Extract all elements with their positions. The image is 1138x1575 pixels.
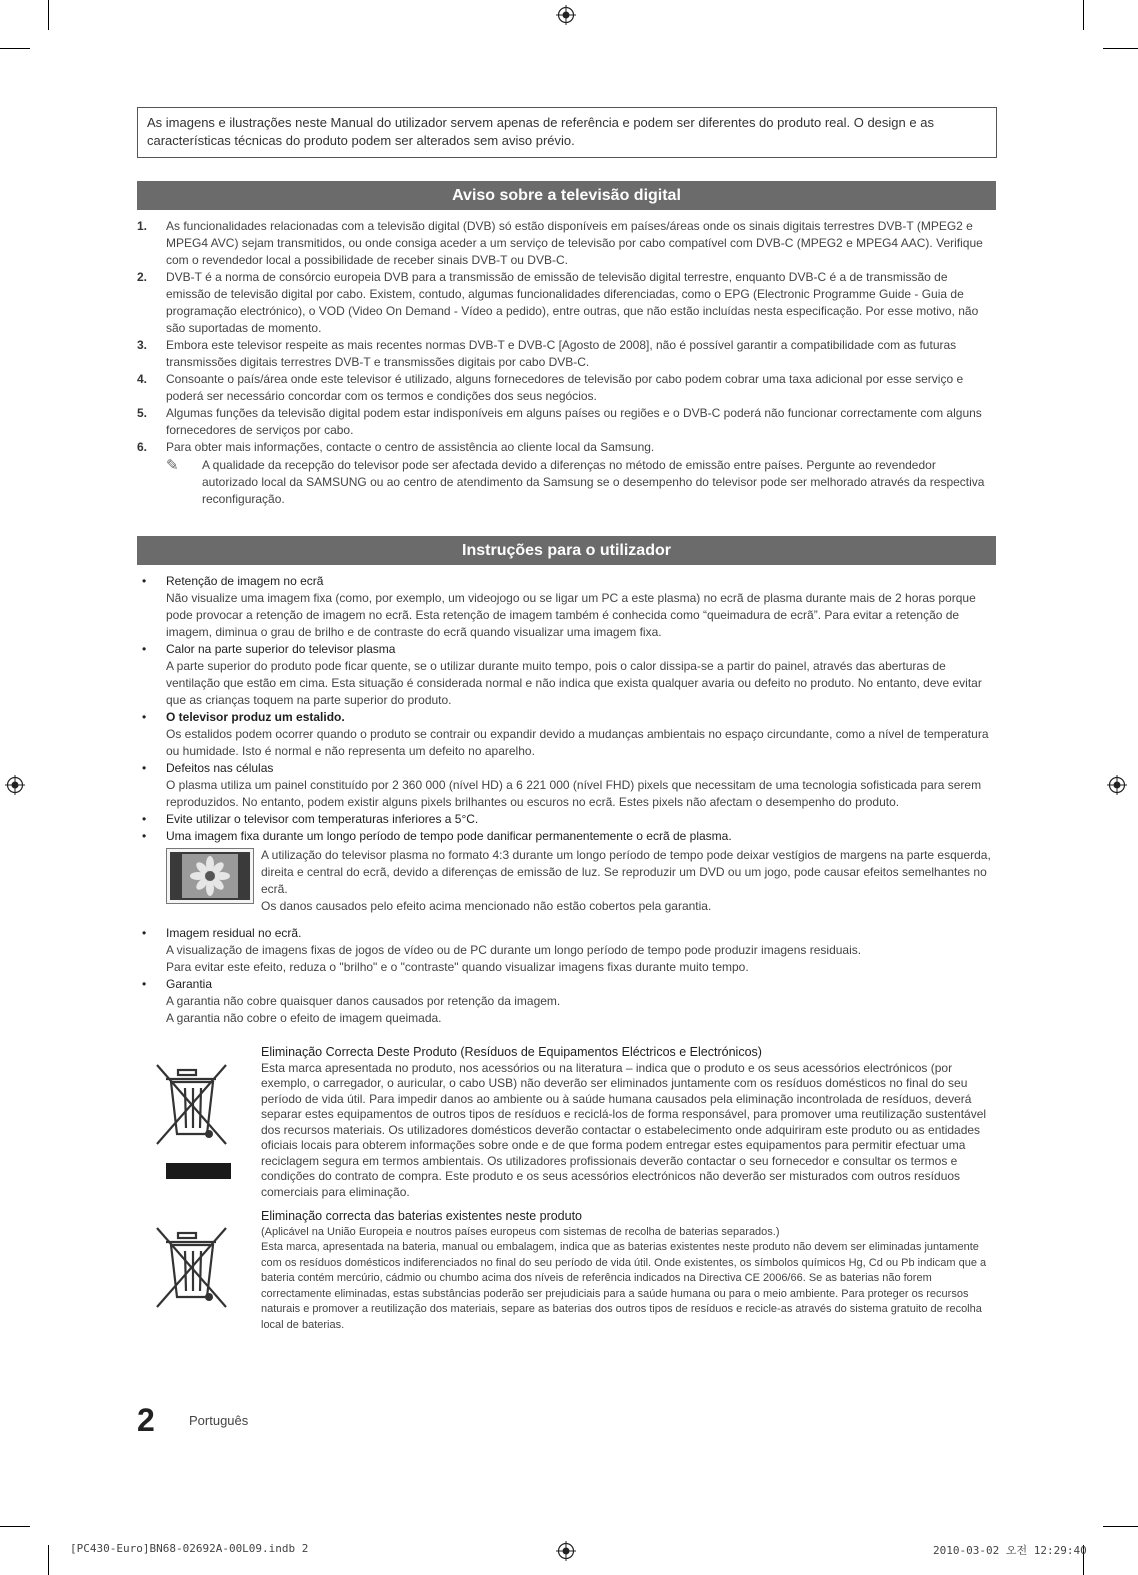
item-number: 4.	[137, 372, 148, 386]
item-title: Uma imagem fixa durante um longo período de tempo pode danificar permanentemente o ecrã de plasma.	[166, 829, 732, 843]
item-number: 6.	[137, 440, 148, 454]
crop-mark	[48, 1545, 49, 1575]
section-header-user-instructions: Instruções para o utilizador	[137, 536, 996, 565]
list-item	[137, 371, 992, 405]
image-note-text: Os danos causados pelo efeito acima mencionado não estão cobertos pela garantia.	[261, 899, 712, 913]
item-number: 2.	[137, 270, 148, 284]
list-item	[137, 405, 992, 439]
item-title: Retenção de imagem no ecrã	[166, 574, 324, 588]
registration-mark-icon	[1107, 775, 1127, 795]
bullet: •	[142, 926, 147, 940]
crop-mark	[1083, 0, 1084, 30]
section-header-digital-tv: Aviso sobre a televisão digital	[137, 181, 996, 210]
item-number: 3.	[137, 338, 148, 352]
list-item	[137, 709, 992, 760]
crop-mark	[0, 48, 30, 49]
list-item	[137, 439, 992, 456]
item-text: Embora este televisor respeite as mais recentes normas DVB-T e DVB-C [Agosto de 2008], não é possível garantir a compatibilidade com as futuras transmissões digitais terrestres DVB-T e transmissões digitais por cabo DVB-C.	[166, 338, 957, 369]
item-title: Imagem residual no ecrã.	[166, 926, 302, 940]
item-title: Evite utilizar o televisor com temperaturas inferiores a 5°C.	[166, 812, 479, 826]
crossed-bin-icon	[152, 1062, 234, 1182]
list-item	[137, 573, 992, 641]
crop-mark	[48, 0, 49, 30]
weee-title: Eliminação Correcta Deste Produto (Resíduos de Equipamentos Eléctricos e Electrónicos)	[261, 1045, 762, 1059]
list-item	[137, 218, 992, 269]
list-item	[137, 269, 992, 337]
disclaimer-box: As imagens e ilustrações neste Manual do utilizador servem apenas de referência e podem ser diferentes do produto real. O design e as características técnicas do produto podem ser alterados sem aviso prévio.	[137, 107, 997, 158]
image-note-text: A utilização do televisor plasma no formato 4:3 durante um longo período de tempo pode deixar vestígios de margens na parte esquerda, direita e central do ecrã, devido a diferenças de emissão de luz. Se reproduzir um DVD ou um jogo, pode causar efeitos semelhantes no ecrã.	[261, 848, 991, 896]
note	[137, 457, 992, 508]
note-text: A qualidade da recepção do televisor pode ser afectada devido a diferenças no método de emissão entre países. Pergunte ao revendedor autorizado local da SAMSUNG ou ao centro de atendimento da Samsung se o desempenho do televisor pode ser melhorado através da respectiva reconfiguração.	[202, 458, 985, 506]
item-text: Para obter mais informações, contacte o centro de assistência ao cliente local da Samsung.	[166, 440, 655, 454]
crossed-bin-icon	[152, 1225, 234, 1317]
battery-subtitle: (Aplicável na União Europeia e noutros países europeus com sistemas de recolha de baterias separados.)	[261, 1225, 780, 1238]
crop-mark	[1103, 48, 1138, 49]
item-body: A parte superior do produto pode ficar quente, se o utilizar durante muito tempo, pois o calor dissipa-se a partir do painel, através das aberturas de ventilação que estão em cima. Esta situação é considerada normal e não indica que exista qualquer avaria ou defeito no produto. No entanto, deve evitar que as crianças toquem na parte superior do produto.	[166, 659, 982, 707]
battery-body: Esta marca, apresentada na bateria, manual ou embalagem, indica que as baterias existentes neste produto não devem ser eliminadas juntamente com os resíduos domésticos indiferenciados no final do seu período de vida útil. Onde existentes, os símbolos químicos Hg, Cd ou Pb indicam que a bateria contém mercúrio, cádmio ou chumbo acima dos níveis de referência indicados na Directiva CE 2006/66. Se as baterias não forem correctamente eliminadas, estas substâncias poderão ser prejudiciais para a saúde humana ou para o meio ambiente. Para proteger os recursos naturais e promover a reutilização dos materiais, separe as baterias dos outros tipos de resíduos e recicle-as através do sistema gratuito de recolha local de baterias.	[261, 1241, 987, 1331]
pencil-note-icon: ✎	[166, 457, 179, 474]
tv-image-note	[166, 847, 992, 915]
item-text: Algumas funções da televisão digital podem estar indisponíveis em alguns países ou regiões e o DVB-C poderá não funcionar correctamente com alguns fornecedores de serviços por cabo.	[166, 406, 982, 437]
bullet: •	[142, 829, 147, 843]
item-body: O plasma utiliza um painel constituído por 2 360 000 (nível HD) a 6 221 000 (nível FHD) pixels que necessitam de uma tecnologia sofisticada para serem reproduzidos. No entanto, podem existir alguns pixels brilhantes ou escuros no ecrã. Estes pixels não afectam o desempenho do produto.	[166, 778, 982, 809]
crop-mark	[1103, 1526, 1138, 1527]
tv-screen-image	[166, 848, 254, 904]
list-item	[137, 811, 992, 828]
registration-mark-icon	[556, 5, 576, 25]
item-body: Para evitar este efeito, reduza o "brilho" e o "contraste" quando visualizar imagens fixas durante muito tempo.	[166, 960, 749, 974]
item-body: Os estalidos podem ocorrer quando o produto se contrair ou expandir devido a mudanças ambientais no espaço circundante, como a nível de temperatura ou humidade. Isto é normal e não representa um defeito no aparelho.	[166, 727, 989, 758]
bullet: •	[142, 642, 147, 656]
weee-body: Esta marca apresentada no produto, nos acessórios ou na literatura – indica que o produto e os seus acessórios electrónicos (por exemplo, o carregador, o auricular, o cabo USB) não deverão ser eliminados juntamente com os resíduos domésticos no final do seu período de vida útil. Para impedir danos ao ambiente ou à saúde humana causados pela eliminação incontrolada de resíduos, deverá separar estes equipamentos de outros tipos de resíduos e reciclá-los de forma responsável, para promover uma reutilização sustentável dos recursos materiais. Os utilizadores domésticos deverão contactar o estabelecimento onde adquiriram este produto ou as entidades oficiais locais para obterem informações sobre onde e de que forma podem entregar estes equipamentos para permitir efectuar uma reciclagem segura em termos ambientais. Os utilizadores profissionais deverão contactar o seu fornecedor e consultar os termos e condições do contrato de compra. Este produto e os seus acessórios electrónicos não deverão ser misturados com outros resíduos comerciais para eliminação.	[261, 1060, 987, 1199]
footer-filename: [PC430-Euro]BN68-02692A-00L09.indb 2	[70, 1542, 309, 1555]
footer-timestamp: 2010-03-02 오전 12:29:40	[933, 1544, 1087, 1557]
bullet: •	[142, 812, 147, 826]
item-title: Defeitos nas células	[166, 761, 274, 775]
battery-title: Eliminação correcta das baterias existentes neste produto	[261, 1209, 583, 1223]
page-number: 2	[137, 1402, 155, 1438]
item-text: Consoante o país/área onde este televisor é utilizado, alguns fornecedores de televisão por cabo podem cobrar uma taxa adicional por esse serviço e poderá ser necessário concordar com os termos e condições dos seus negócios.	[166, 372, 964, 403]
list-item	[137, 641, 992, 709]
item-title: Calor na parte superior do televisor plasma	[166, 642, 396, 656]
item-body: A garantia não cobre quaisquer danos causados por retenção da imagem.	[166, 994, 561, 1008]
list-item	[137, 976, 992, 1027]
item-body: A garantia não cobre o efeito de imagem queimada.	[166, 1011, 442, 1025]
item-text: DVB-T é a norma de consórcio europeia DVB para a transmissão de emissão de televisão digital terrestre, enquanto DVB-C é a de transmissão de emissão de televisão digital por cabo. Existem, contudo, algumas funcionalidades diferenciadas, como o EPG (Electronic Programme Guide - Guia de programação electrónico), o VOD (Video On Demand - Vídeo a pedido), entre outras, que não estão incluídas nesta especificação. Por esse motivo, não são suportadas de momento.	[166, 270, 979, 335]
item-text: As funcionalidades relacionadas com a televisão digital (DVB) só estão disponíveis em países/áreas onde os sinais digitais terrestres DVB-T (MPEG2 e MPEG4 AVC) sejam transmitidos, ou onde consiga aceder a um serviço de televisão por cabo compatível com DVB-C (MPEG2 e MPEG4 AAC). Verifique com o revendedor local a possibilidade de receber sinais DVB-T ou DVB-C.	[166, 219, 983, 267]
battery-disposal-section	[261, 1209, 992, 1333]
registration-mark-icon	[5, 775, 25, 795]
item-body: Não visualize uma imagem fixa (como, por exemplo, um videojogo ou se ligar um PC a este plasma) no ecrã de plasma durante mais de 2 horas porque pode provocar a retenção de imagem no ecrã. Esta retenção de imagem também é conhecida como “queimadura de ecrã”. Para evitar a retenção de imagem, diminua o grau de brilho e de contraste do ecrã quando visualizar uma imagem fixa.	[166, 591, 976, 639]
bullet: •	[142, 710, 147, 724]
item-title: Garantia	[166, 977, 213, 991]
item-number: 5.	[137, 406, 148, 420]
page-language: Português	[189, 1413, 249, 1428]
bullet: •	[142, 761, 147, 775]
list-item	[137, 337, 992, 371]
list-item	[137, 925, 992, 976]
user-instructions-list	[137, 573, 992, 1027]
crop-mark	[0, 1526, 30, 1527]
bullet: •	[142, 977, 147, 991]
list-item	[137, 828, 992, 915]
weee-disposal-section	[261, 1045, 992, 1200]
digital-tv-list	[137, 218, 992, 508]
registration-mark-icon	[556, 1541, 576, 1561]
list-item	[137, 760, 992, 811]
item-number: 1.	[137, 219, 148, 233]
item-body: A visualização de imagens fixas de jogos de vídeo ou de PC durante um longo período de tempo pode produzir imagens residuais.	[166, 943, 862, 957]
bullet: •	[142, 574, 147, 588]
item-title: O televisor produz um estalido.	[166, 710, 345, 724]
